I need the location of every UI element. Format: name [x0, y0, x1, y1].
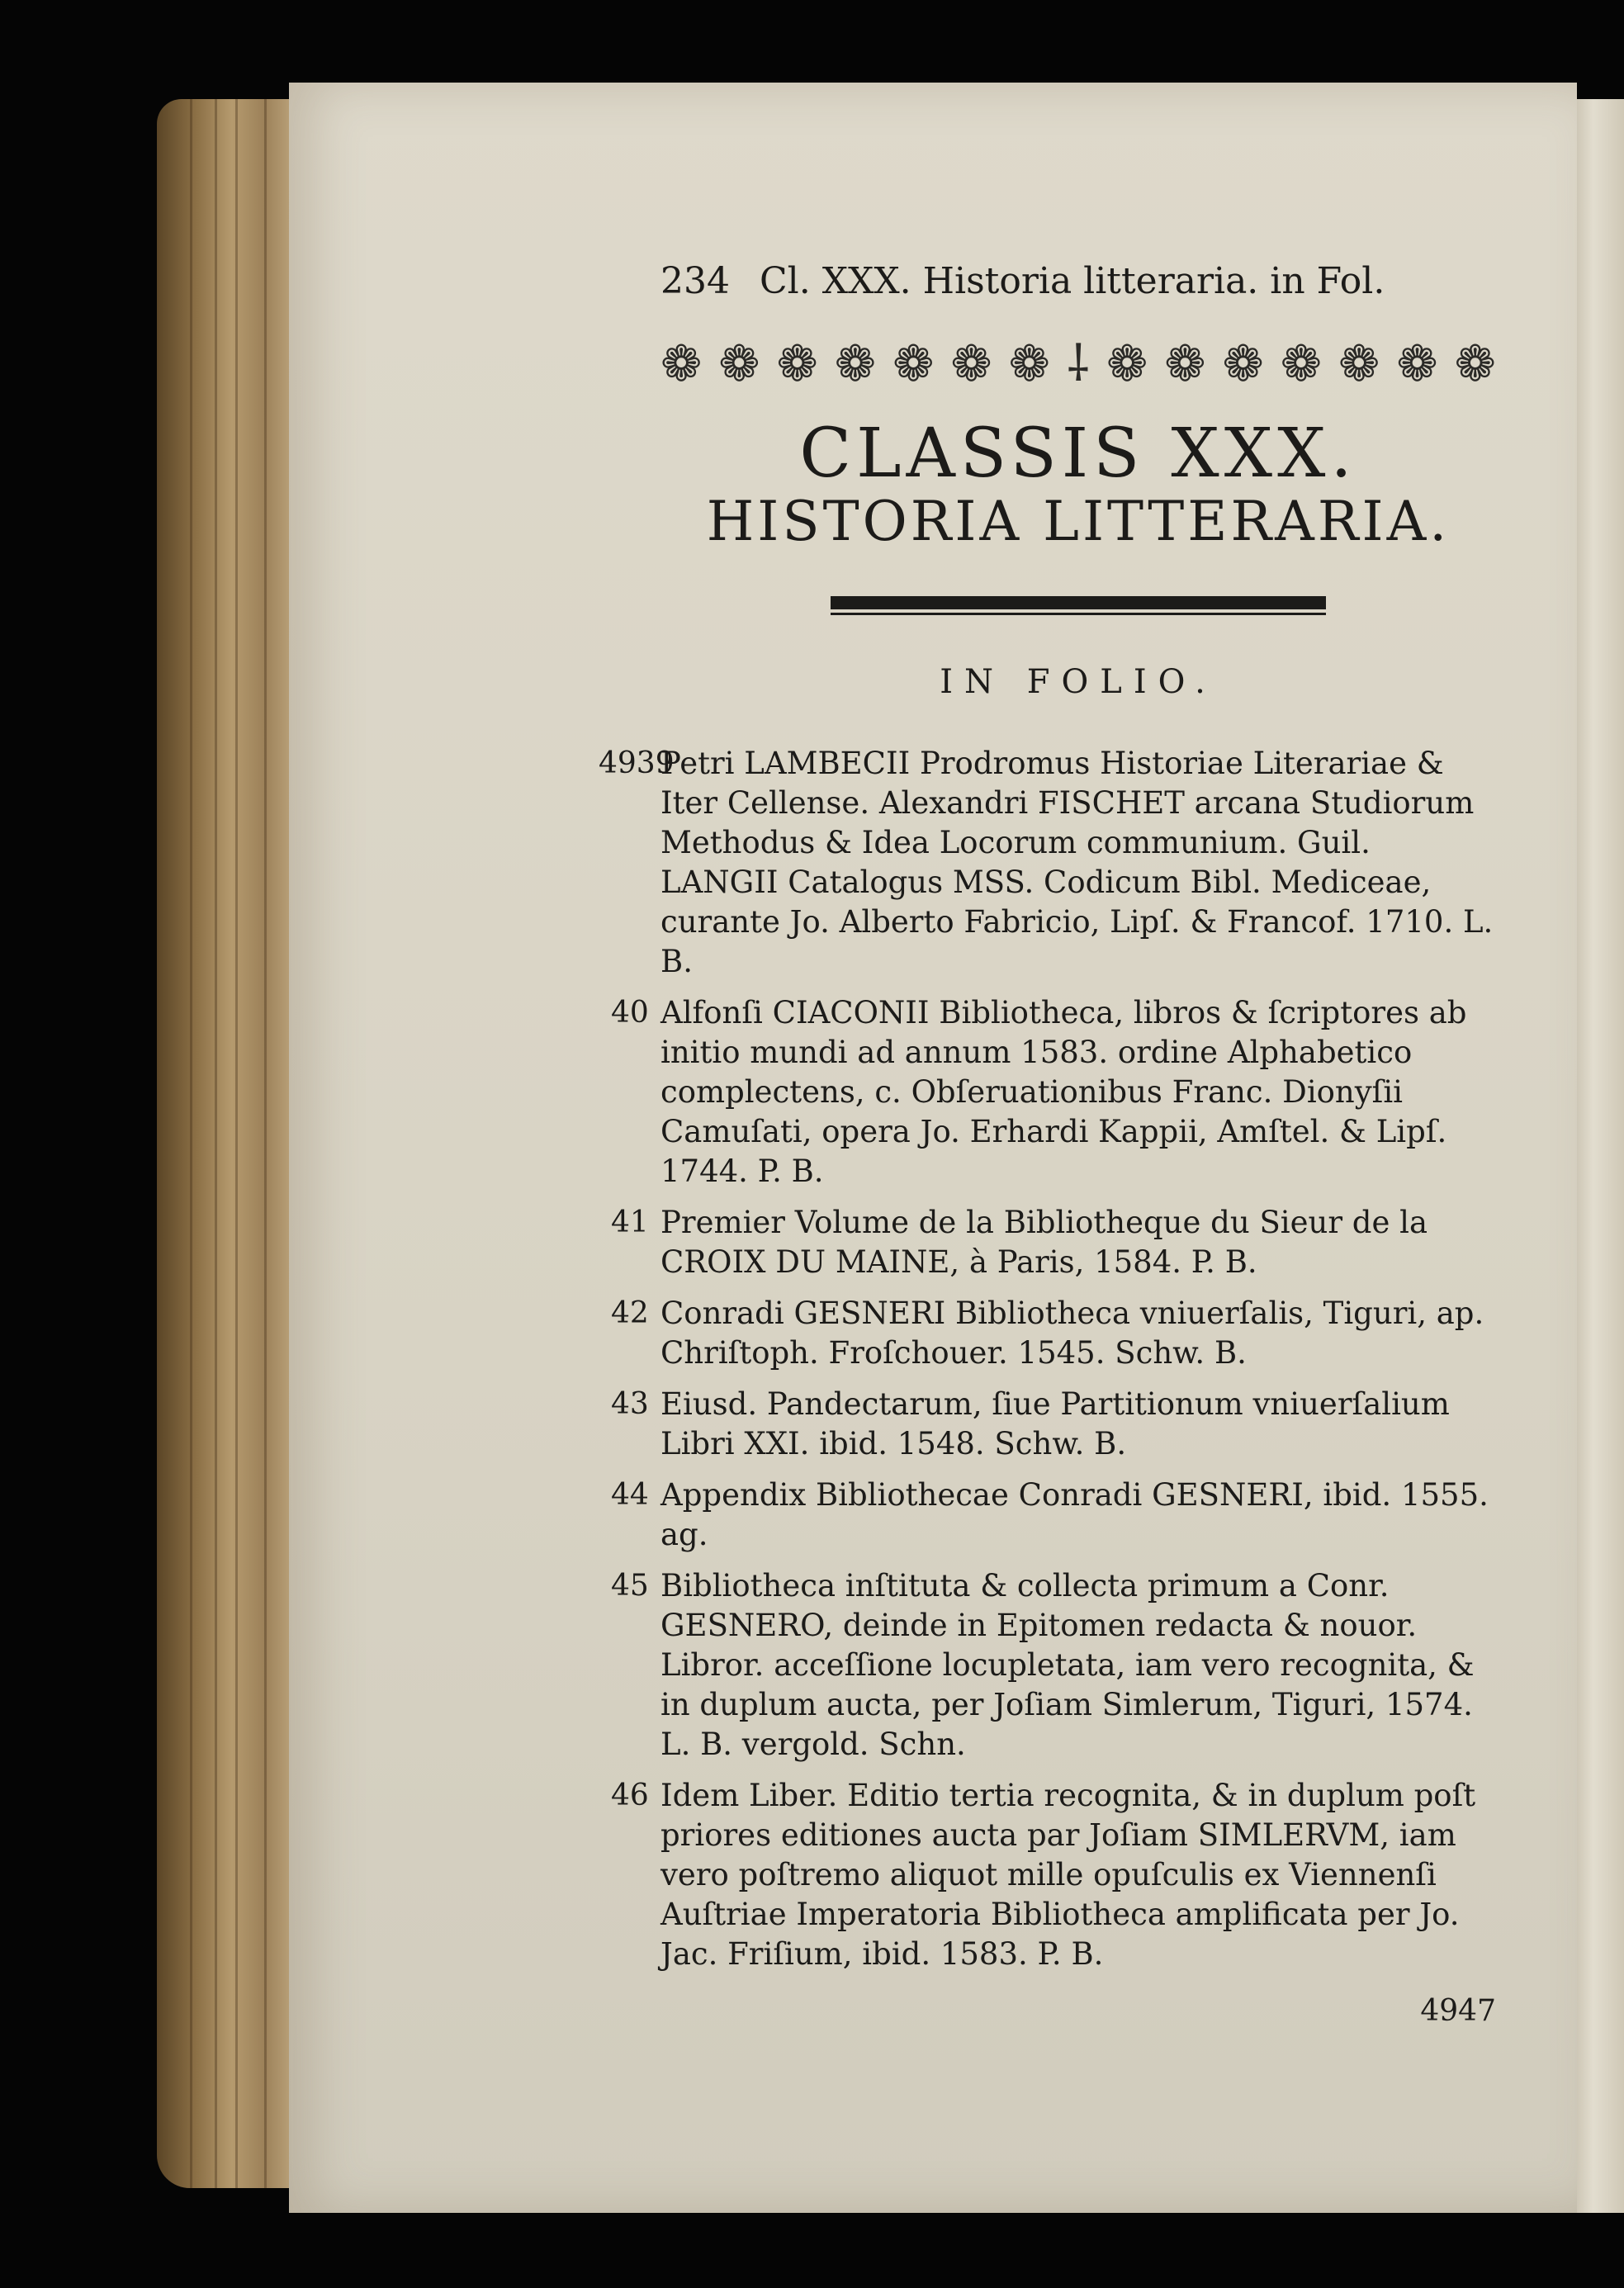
entry-text: Bibliotheca inſtituta & collecta primum a Conr. GESNERO, deinde in Epitomen redacta & nouor. Libror. acceſſione locupletata, iam vero recognita, & in duplum aucta, per Joſiam Simlerum, Tiguri, 1574. L. B. vergold. Schn.: [660, 1568, 1475, 1762]
ornament-icon: ❁: [1164, 335, 1206, 393]
entry-number: 46: [611, 1779, 649, 1812]
catalog-entry: [611, 1294, 1496, 1373]
ornament-icon: ❁: [1106, 335, 1148, 393]
catalog-entry: [611, 1776, 1496, 1974]
entry-text: Eiusd. Pandectarum, ſiue Partitionum vniuerſalium Libri XXI. ibid. 1548. Schw. B.: [660, 1386, 1450, 1461]
catalog-entry: [599, 744, 1496, 982]
running-head: [660, 260, 1496, 302]
entry-text: Idem Liber. Editio tertia recognita, & in duplum poſt priores editiones aucta par Joſiam SIMLERVM, iam vero poſtremo aliquot mille opuſculis ex Viennenſi Auſtriae Imperatoria Bibliotheca amplificata per Jo. Jac. Friſium, ibid. 1583. P. B.: [660, 1778, 1476, 1972]
catchword: 4947: [1420, 1994, 1496, 2028]
entry-text: Appendix Bibliothecae Conradi GESNERI, ibid. 1555. ag.: [660, 1477, 1489, 1552]
ornament-icon: ❁: [834, 335, 877, 393]
subject-heading: HISTORIA LITTERARIA.: [706, 490, 1451, 553]
divider-rule-thin: [831, 613, 1326, 615]
dagger-ornament-icon: ⸸: [1066, 335, 1090, 393]
entry-number: 40: [611, 996, 649, 1030]
entry-number: 45: [611, 1569, 649, 1603]
entry-number: 42: [611, 1296, 649, 1330]
catalog-entry: [611, 993, 1496, 1191]
ornament-icon: ❁: [718, 335, 760, 393]
divider-rule: [831, 596, 1326, 609]
entry-number: 44: [611, 1478, 649, 1512]
ornament-icon: ❁: [1222, 335, 1264, 393]
ornament-icon: ❁: [1008, 335, 1050, 393]
ornament-icon: ❁: [1396, 335, 1438, 393]
ornament-icon: ❁: [1338, 335, 1380, 393]
format-heading: IN FOLIO.: [940, 663, 1217, 701]
entry-number: 4939: [599, 746, 675, 780]
catalog-entry: [611, 1566, 1496, 1765]
page-number: 234: [660, 260, 730, 302]
ornament-icon: ❁: [660, 335, 703, 393]
catalog-entry: [611, 1476, 1496, 1555]
entry-number: 43: [611, 1387, 649, 1421]
entry-text: Premier Volume de la Bibliotheque du Sieur de la CROIX DU MAINE, à Paris, 1584. P. B.: [660, 1205, 1428, 1280]
catalog-entries: [599, 744, 1496, 1974]
entry-text: Petri LAMBECII Prodromus Historiae Literariae & Iter Cellense. Alexandri FISCHET arcana Studiorum Methodus & Idea Locorum communium. Guil. LANGII Catalogus MSS. Codicum Bibl. Mediceae, curante Jo. Alberto Fabricio, Lipſ. & Francof. 1710. L. B.: [660, 746, 1494, 979]
ornament-border: [660, 335, 1496, 393]
ornament-icon: ❁: [892, 335, 935, 393]
running-title: Cl. XXX. Historia litteraria. in Fol.: [759, 260, 1385, 302]
ornament-icon: ❁: [950, 335, 992, 393]
ornament-icon: ❁: [776, 335, 818, 393]
page-content: [599, 260, 1496, 2028]
entry-text: Alfonſi CIACONII Bibliotheca, libros & ſcriptores ab initio mundi ad annum 1583. ordine Alphabetico complectens, c. Obſeruationibus Franc. Dionyſii Camuſati, opera Jo. Erhardi Kappii, Amſtel. & Lipſ. 1744. P. B.: [660, 995, 1467, 1189]
class-heading: CLASSIS XXX.: [799, 414, 1357, 493]
catalog-entry: [611, 1203, 1496, 1282]
entry-number: 41: [611, 1206, 649, 1239]
ornament-icon: ❁: [1454, 335, 1496, 393]
ornament-icon: ❁: [1280, 335, 1323, 393]
catalog-entry: [611, 1385, 1496, 1464]
entry-text: Conradi GESNERI Bibliotheca vniuerſalis, Tiguri, ap. Chriſtoph. Froſchouer. 1545. Schw. B.: [660, 1296, 1484, 1371]
facing-page-edge: [1573, 99, 1624, 2213]
